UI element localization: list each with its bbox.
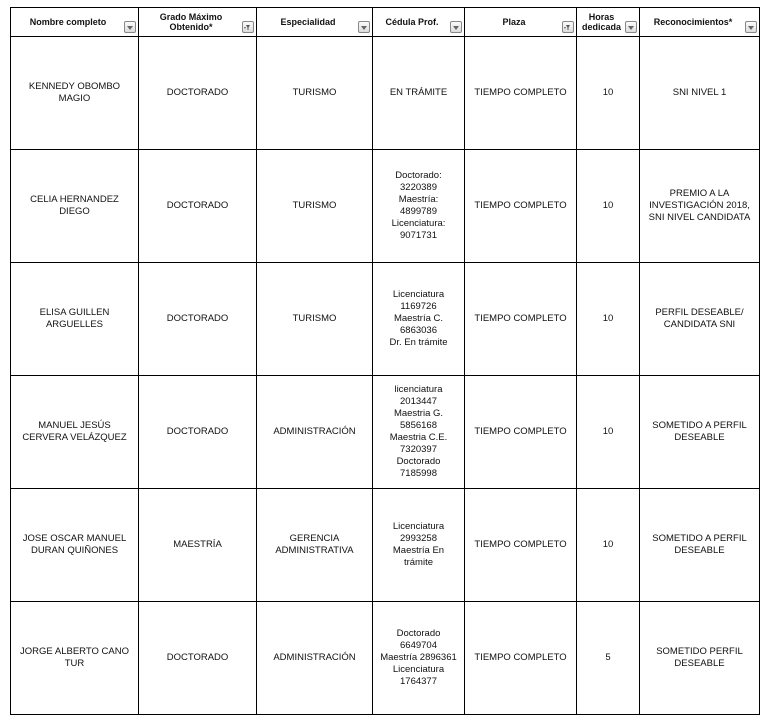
cell-horas bbox=[577, 602, 640, 715]
cell-nombre bbox=[11, 376, 139, 489]
table-row bbox=[11, 263, 760, 376]
cell-especialidad bbox=[257, 37, 373, 150]
cell-text: DOCTORADO bbox=[166, 426, 229, 437]
cell-grado bbox=[139, 489, 257, 602]
cell-text: TIEMPO COMPLETO bbox=[474, 539, 567, 550]
table-row bbox=[11, 602, 760, 715]
column-header-label: Nombre completo bbox=[29, 17, 107, 27]
cell-text: 10 bbox=[602, 539, 614, 550]
table-row bbox=[11, 376, 760, 489]
cell-especialidad bbox=[257, 263, 373, 376]
faculty-table bbox=[10, 7, 760, 715]
cell-text: TIEMPO COMPLETO bbox=[474, 313, 567, 324]
cell-text: licenciatura 2013447 Maestria G. 5856168 Maestria C.E. 7320397 Doctorado 7185998 bbox=[389, 384, 448, 479]
cell-text: SOMETIDO A PERFIL DESEABLE bbox=[652, 533, 747, 556]
cell-text: TIEMPO COMPLETO bbox=[474, 426, 567, 437]
cell-reconocimientos bbox=[640, 37, 760, 150]
cell-text: JORGE ALBERTO CANO TUR bbox=[20, 646, 129, 669]
cell-text: MAESTRÍA bbox=[173, 539, 222, 550]
column-header-horas bbox=[577, 8, 640, 37]
cell-text: 10 bbox=[602, 426, 614, 437]
cell-grado bbox=[139, 150, 257, 263]
cell-reconocimientos bbox=[640, 489, 760, 602]
cell-text: 5 bbox=[605, 652, 611, 663]
cell-nombre bbox=[11, 489, 139, 602]
cell-grado bbox=[139, 263, 257, 376]
cell-grado bbox=[139, 37, 257, 150]
cell-text: DOCTORADO bbox=[166, 313, 229, 324]
dropdown-arrow-icon[interactable] bbox=[124, 21, 136, 33]
cell-nombre bbox=[11, 150, 139, 263]
column-header-cedula bbox=[373, 8, 465, 37]
cell-nombre bbox=[11, 37, 139, 150]
table-row bbox=[11, 150, 760, 263]
cell-text: DOCTORADO bbox=[166, 652, 229, 663]
cell-text: 10 bbox=[602, 200, 614, 211]
filter-funnel-icon[interactable] bbox=[242, 21, 254, 33]
cell-text: Licenciatura 1169726 Maestría C. 6863036 Dr. En trámite bbox=[389, 289, 448, 348]
cell-plaza bbox=[465, 37, 577, 150]
dropdown-arrow-icon[interactable] bbox=[745, 21, 757, 33]
cell-reconocimientos bbox=[640, 263, 760, 376]
cell-plaza bbox=[465, 489, 577, 602]
cell-text: KENNEDY OBOMBO MAGIO bbox=[28, 81, 121, 104]
cell-text: GERENCIA ADMINISTRATIVA bbox=[275, 533, 354, 556]
column-header-plaza bbox=[465, 8, 577, 37]
column-header-especialidad bbox=[257, 8, 373, 37]
cell-cedula bbox=[373, 263, 465, 376]
cell-reconocimientos bbox=[640, 602, 760, 715]
column-header-grado bbox=[139, 8, 257, 37]
column-header-label: Cédula Prof. bbox=[385, 17, 439, 27]
cell-especialidad bbox=[257, 150, 373, 263]
cell-plaza bbox=[465, 150, 577, 263]
cell-nombre bbox=[11, 263, 139, 376]
cell-text: TIEMPO COMPLETO bbox=[474, 652, 567, 663]
cell-horas bbox=[577, 37, 640, 150]
column-header-label: Plaza bbox=[502, 17, 526, 27]
column-header-reconocimientos bbox=[640, 8, 760, 37]
cell-text: PERFIL DESEABLE/ CANDIDATA SNI bbox=[655, 307, 744, 330]
cell-text: ELISA GUILLEN ARGUELLES bbox=[39, 307, 110, 330]
cell-text: Doctorado 6649704 Maestría 2896361 Licenciatura 1764377 bbox=[380, 628, 457, 687]
column-header-label: Grado Máximo Obtenido* bbox=[159, 12, 223, 32]
dropdown-arrow-icon[interactable] bbox=[450, 21, 462, 33]
cell-text: PREMIO A LA INVESTIGACIÓN 2018, SNI NIVEL CANDIDATA bbox=[648, 188, 751, 223]
cell-text: ADMINISTRACIÓN bbox=[273, 426, 356, 437]
header-row bbox=[11, 8, 760, 37]
cell-text: DOCTORADO bbox=[166, 200, 229, 211]
cell-text: Licenciatura 2993258 Maestría En trámite bbox=[392, 521, 445, 568]
cell-especialidad bbox=[257, 602, 373, 715]
cell-text: TURISMO bbox=[292, 200, 337, 211]
cell-horas bbox=[577, 489, 640, 602]
cell-text: SNI NIVEL 1 bbox=[672, 87, 727, 98]
cell-cedula bbox=[373, 37, 465, 150]
column-header-label: Especialidad bbox=[280, 17, 336, 27]
cell-plaza bbox=[465, 602, 577, 715]
cell-text: TURISMO bbox=[292, 87, 337, 98]
cell-cedula bbox=[373, 602, 465, 715]
cell-plaza bbox=[465, 263, 577, 376]
cell-horas bbox=[577, 376, 640, 489]
table-row bbox=[11, 489, 760, 602]
cell-grado bbox=[139, 376, 257, 489]
filter-funnel-icon[interactable] bbox=[562, 21, 574, 33]
cell-horas bbox=[577, 150, 640, 263]
cell-text: CELIA HERNANDEZ DIEGO bbox=[30, 194, 119, 217]
cell-especialidad bbox=[257, 376, 373, 489]
cell-text: 10 bbox=[602, 87, 614, 98]
cell-nombre bbox=[11, 602, 139, 715]
cell-reconocimientos bbox=[640, 150, 760, 263]
cell-text: TURISMO bbox=[292, 313, 337, 324]
cell-text: JOSE OSCAR MANUEL DURAN QUIÑONES bbox=[22, 533, 127, 556]
cell-grado bbox=[139, 602, 257, 715]
table-row bbox=[11, 37, 760, 150]
column-header-label: Horas dedicada bbox=[581, 12, 621, 32]
cell-text: DOCTORADO bbox=[166, 87, 229, 98]
cell-text: MANUEL JESÚS CERVERA VELÁZQUEZ bbox=[22, 420, 127, 443]
cell-plaza bbox=[465, 376, 577, 489]
cell-horas bbox=[577, 263, 640, 376]
cell-cedula bbox=[373, 150, 465, 263]
cell-text: EN TRÁMITE bbox=[389, 87, 448, 98]
dropdown-arrow-icon[interactable] bbox=[358, 21, 370, 33]
cell-cedula bbox=[373, 489, 465, 602]
cell-especialidad bbox=[257, 489, 373, 602]
column-header-nombre bbox=[11, 8, 139, 37]
cell-text: TIEMPO COMPLETO bbox=[474, 200, 567, 211]
dropdown-arrow-icon[interactable] bbox=[625, 21, 637, 33]
cell-text: Doctorado: 3220389 Maestría: 4899789 Licenciatura: 9071731 bbox=[391, 170, 446, 241]
cell-text: ADMINISTRACIÓN bbox=[273, 652, 356, 663]
cell-cedula bbox=[373, 376, 465, 489]
cell-reconocimientos bbox=[640, 376, 760, 489]
cell-text: SOMETIDO A PERFIL DESEABLE bbox=[652, 420, 747, 443]
column-header-label: Reconocimientos* bbox=[653, 17, 733, 27]
cell-text: SOMETIDO PERFIL DESEABLE bbox=[656, 646, 743, 669]
cell-text: TIEMPO COMPLETO bbox=[474, 87, 567, 98]
cell-text: 10 bbox=[602, 313, 614, 324]
